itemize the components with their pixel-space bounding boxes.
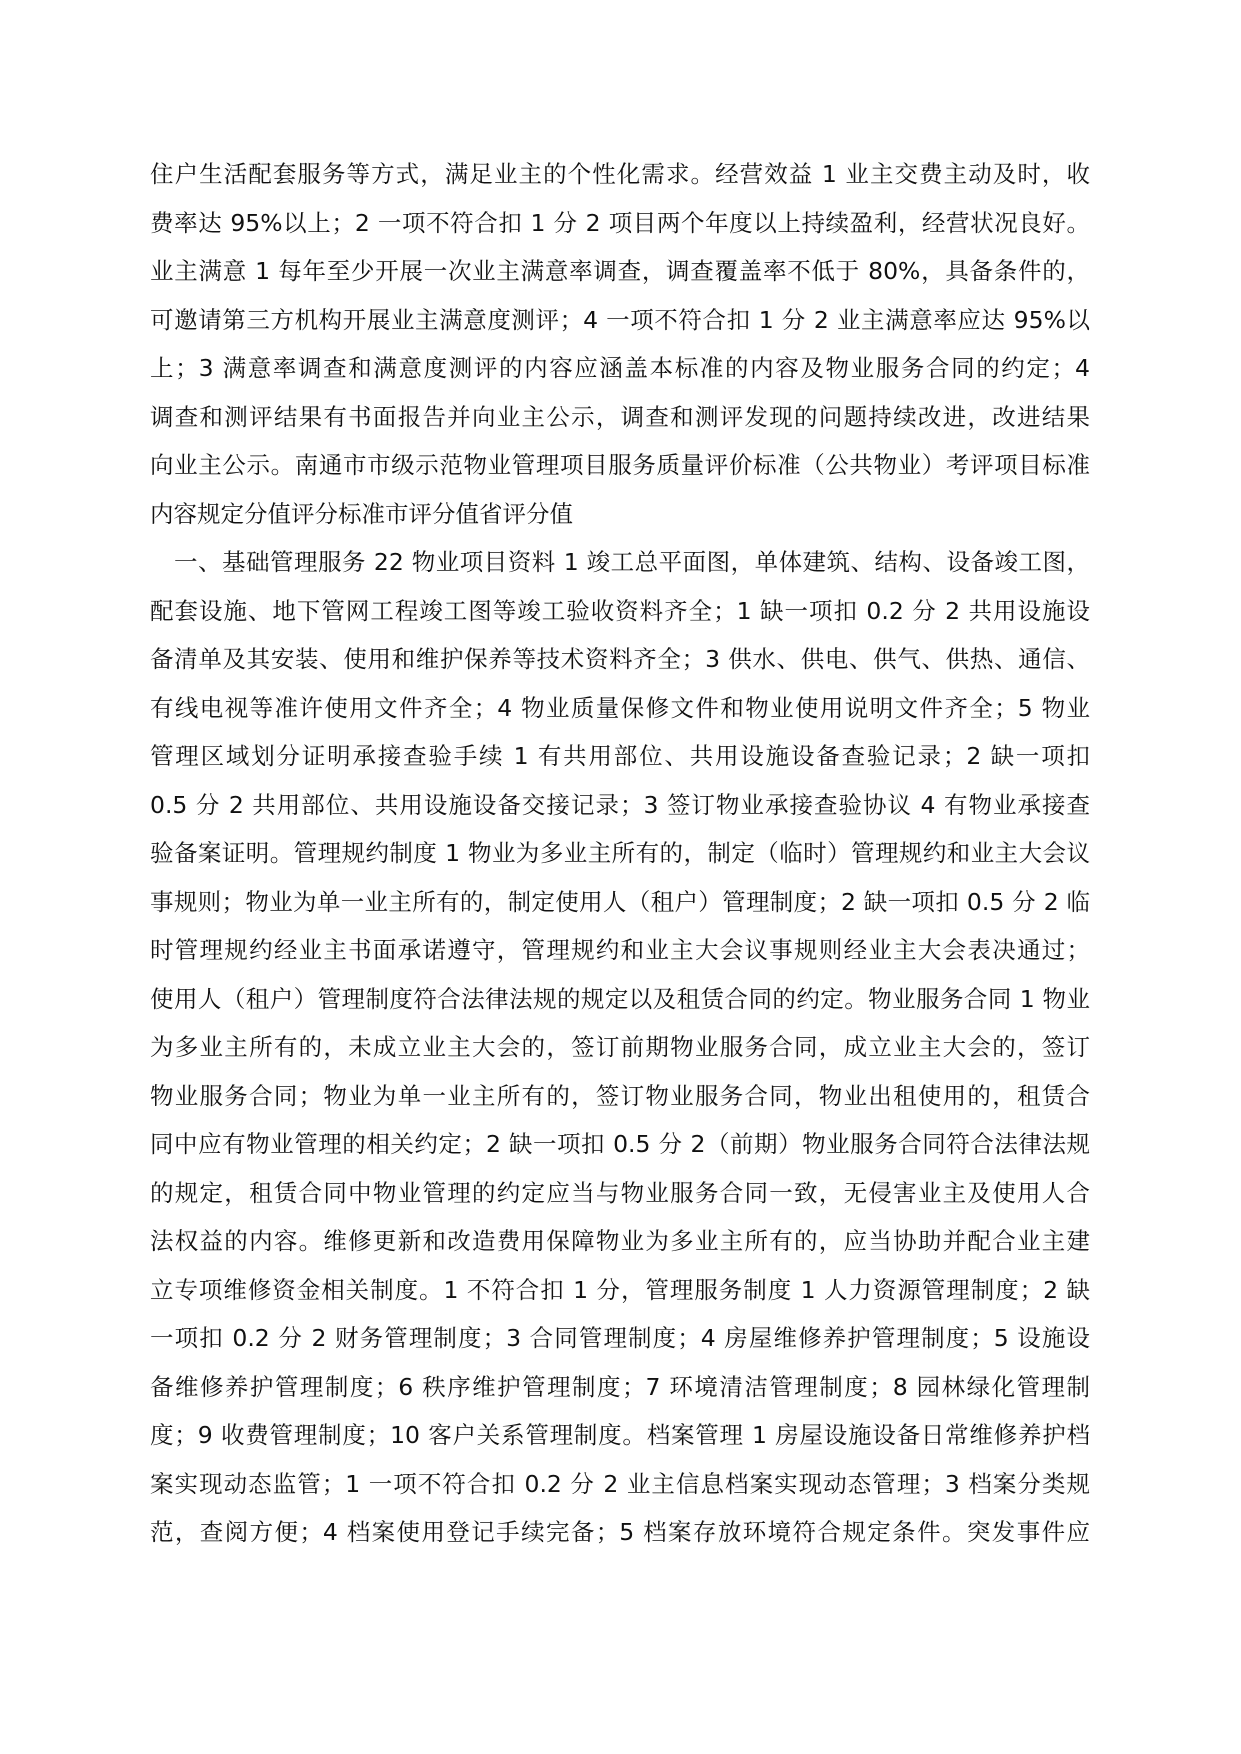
text-line: 业主满意 1 每年至少开展一次业主满意率调查，调查覆盖率不低于 80%，具备条件的， bbox=[150, 257, 1090, 285]
text-line: 有线电视等准许使用文件齐全；4 物业质量保修文件和物业使用说明文件齐全；5 物业 bbox=[150, 693, 1090, 722]
text-line: 上；3 满意率调查和满意度测评的内容应涵盖本标准的内容及物业服务合同的约定；4 bbox=[150, 354, 1090, 382]
text-line: 一、基础管理服务 22 物业项目资料 1 竣工总平面图，单体建筑、结构、设备竣工图， bbox=[150, 548, 1090, 576]
text-line: 事规则；物业为单一业主所有的，制定使用人（租户）管理制度；2 缺一项扣 0.5 分 2 临 bbox=[150, 887, 1090, 916]
text-line: 物业服务合同；物业为单一业主所有的，签订物业服务合同，物业出租使用的，租赁合 bbox=[150, 1081, 1090, 1110]
paragraph-basic-management-services bbox=[150, 538, 1090, 1557]
text-line: 的规定，租赁合同中物业管理的约定应当与物业服务合同一致，无侵害业主及使用人合 bbox=[150, 1178, 1090, 1207]
text-line: 配套设施、地下管网工程竣工图等竣工验收资料齐全；1 缺一项扣 0.2 分 2 共用设施设 bbox=[150, 596, 1090, 625]
text-line: 可邀请第三方机构开展业主满意度测评；4 一项不符合扣 1 分 2 业主满意率应达 95%以 bbox=[150, 305, 1090, 334]
text-line: 备维修养护管理制度；6 秩序维护管理制度；7 环境清洁管理制度；8 园林绿化管理制 bbox=[150, 1372, 1090, 1401]
text-line: 案实现动态监管；1 一项不符合扣 0.2 分 2 业主信息档案实现动态管理；3 档案分类规 bbox=[150, 1469, 1090, 1498]
text-line: 验备案证明。管理规约制度 1 物业为多业主所有的，制定（临时）管理规约和业主大会议 bbox=[150, 839, 1090, 867]
text-line: 度；9 收费管理制度；10 客户关系管理制度。档案管理 1 房屋设施设备日常维修养护档 bbox=[150, 1421, 1090, 1449]
text-line: 备清单及其安装、使用和维护保养等技术资料齐全；3 供水、供电、供气、供热、通信、 bbox=[150, 645, 1090, 673]
text-line: 法权益的内容。维修更新和改造费用保障物业为多业主所有的，应当协助并配合业主建 bbox=[150, 1227, 1090, 1255]
text-line: 立专项维修资金相关制度。1 不符合扣 1 分，管理服务制度 1 人力资源管理制度；2 缺 bbox=[150, 1275, 1090, 1304]
text-line: 费率达 95%以上；2 一项不符合扣 1 分 2 项目两个年度以上持续盈利，经营状况良好。 bbox=[150, 208, 1090, 237]
document-page bbox=[150, 150, 1090, 1557]
text-line: 为多业主所有的，未成立业主大会的，签订前期物业服务合同，成立业主大会的，签订 bbox=[150, 1033, 1090, 1061]
text-line: 内容规定分值评分标准市评分值省评分值 bbox=[150, 499, 573, 528]
text-line: 同中应有物业管理的相关约定；2 缺一项扣 0.5 分 2（前期）物业服务合同符合法律法规 bbox=[150, 1130, 1090, 1158]
text-line: 调查和测评结果有书面报告并向业主公示，调查和测评发现的问题持续改进，改进结果 bbox=[150, 402, 1090, 431]
paragraph-scoring-criteria-continued bbox=[150, 150, 1090, 538]
text-line: 时管理规约经业主书面承诺遵守，管理规约和业主大会议事规则经业主大会表决通过； bbox=[150, 936, 1090, 964]
text-line: 向业主公示。南通市市级示范物业管理项目服务质量评价标准（公共物业）考评项目标准 bbox=[150, 451, 1090, 479]
text-line: 0.5 分 2 共用部位、共用设施设备交接记录；3 签订物业承接查验协议 4 有物业承接查 bbox=[150, 790, 1090, 819]
text-line: 使用人（租户）管理制度符合法律法规的规定以及租赁合同的约定。物业服务合同 1 物业 bbox=[150, 984, 1090, 1013]
text-line: 范，查阅方便；4 档案使用登记手续完备；5 档案存放环境符合规定条件。突发事件应 bbox=[150, 1518, 1090, 1546]
text-line: 一项扣 0.2 分 2 财务管理制度；3 合同管理制度；4 房屋维修养护管理制度；5 设施设 bbox=[150, 1324, 1090, 1352]
text-line: 管理区域划分证明承接查验手续 1 有共用部位、共用设施设备查验记录；2 缺一项扣 bbox=[150, 742, 1090, 770]
text-line: 住户生活配套服务等方式，满足业主的个性化需求。经营效益 1 业主交费主动及时，收 bbox=[150, 160, 1090, 188]
